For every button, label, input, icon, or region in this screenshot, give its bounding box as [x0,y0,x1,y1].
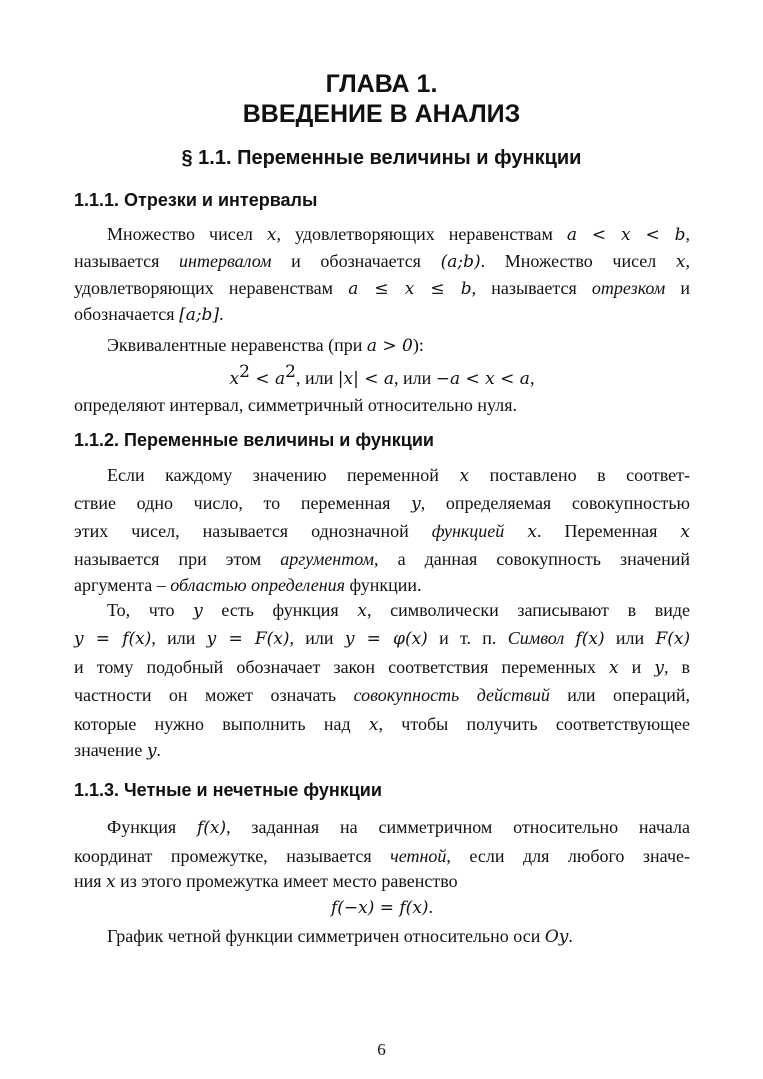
formula-even-function: f(−x) = f(x). [330,897,434,918]
paragraph-line: обозначается [a;b]. [74,304,224,325]
paragraph-line: аргумента – областью определения функции. [74,575,422,595]
paragraph-line: этих чисел, называется однозначной функцией x. Переменная x [74,521,691,542]
page-number: 6 [377,1040,386,1059]
paragraph-line: и тому подобный обозначает закон соответствия переменных x и y, в [74,657,691,678]
paragraph-line: ствие одно число, то переменная y, определяемая совокупностью [74,493,690,514]
paragraph-line: Функция f(x), заданная на симметричном относительно начала [107,817,690,838]
paragraph-line: называется интервалом и обозначается (a;b). Множество чисел x, [74,251,690,272]
paragraph-line: определяют интервал, симметричный относительно нуля. [74,395,518,415]
paragraph-line: y = f(x), или y = F(x), или y = φ(x) и т. п. Символ f(x) или F(x) [74,628,691,649]
formula-inequalities: $x^2 < a^2$, или |x| < a, или −a < x < a, [229,362,535,389]
subsection-title-1-1-3: 1.1.3. Четные и нечетные функции [74,780,382,800]
subsection-title-1-1-2: 1.1.2. Переменные величины и функции [74,430,434,450]
paragraph-line: То, что y есть функция x, символически записывают в виде [107,600,691,621]
chapter-number: ГЛАВА 1. [325,70,438,98]
chapter-title: ВВЕДЕНИЕ В АНАЛИЗ [242,100,521,128]
paragraph-line: График четной функции симметричен относительно оси Oy. [107,926,573,947]
paragraph-line: называется при этом аргументом, а данная совокупность значений [74,549,691,569]
paragraph-line: ния x из этого промежутка имеет место равенство [74,871,458,892]
paragraph-line: координат промежутке, называется четной, если для любого значе- [74,846,690,866]
paragraph-line: Если каждому значению переменной x поставлено в соответ- [107,465,691,486]
paragraph-line: удовлетворяющих неравенствам a ≤ x ≤ b, называется отрезком и [74,278,691,299]
paragraph-line: значение y. [74,740,161,761]
paragraph-line: Множество чисел x, удовлетворяющих неравенствам a < x < b, [107,224,691,245]
subsection-title-1-1-1: 1.1.1. Отрезки и интервалы [74,190,318,210]
paragraph-line: которые нужно выполнить над x, чтобы получить соответствующее [74,714,690,735]
section-title: § 1.1. Переменные величины и функции [181,147,582,169]
paragraph-line: частности он может означать совокупность действий или операций, [74,685,691,705]
paragraph-line: Эквивалентные неравенства (при a > 0): [107,335,424,356]
